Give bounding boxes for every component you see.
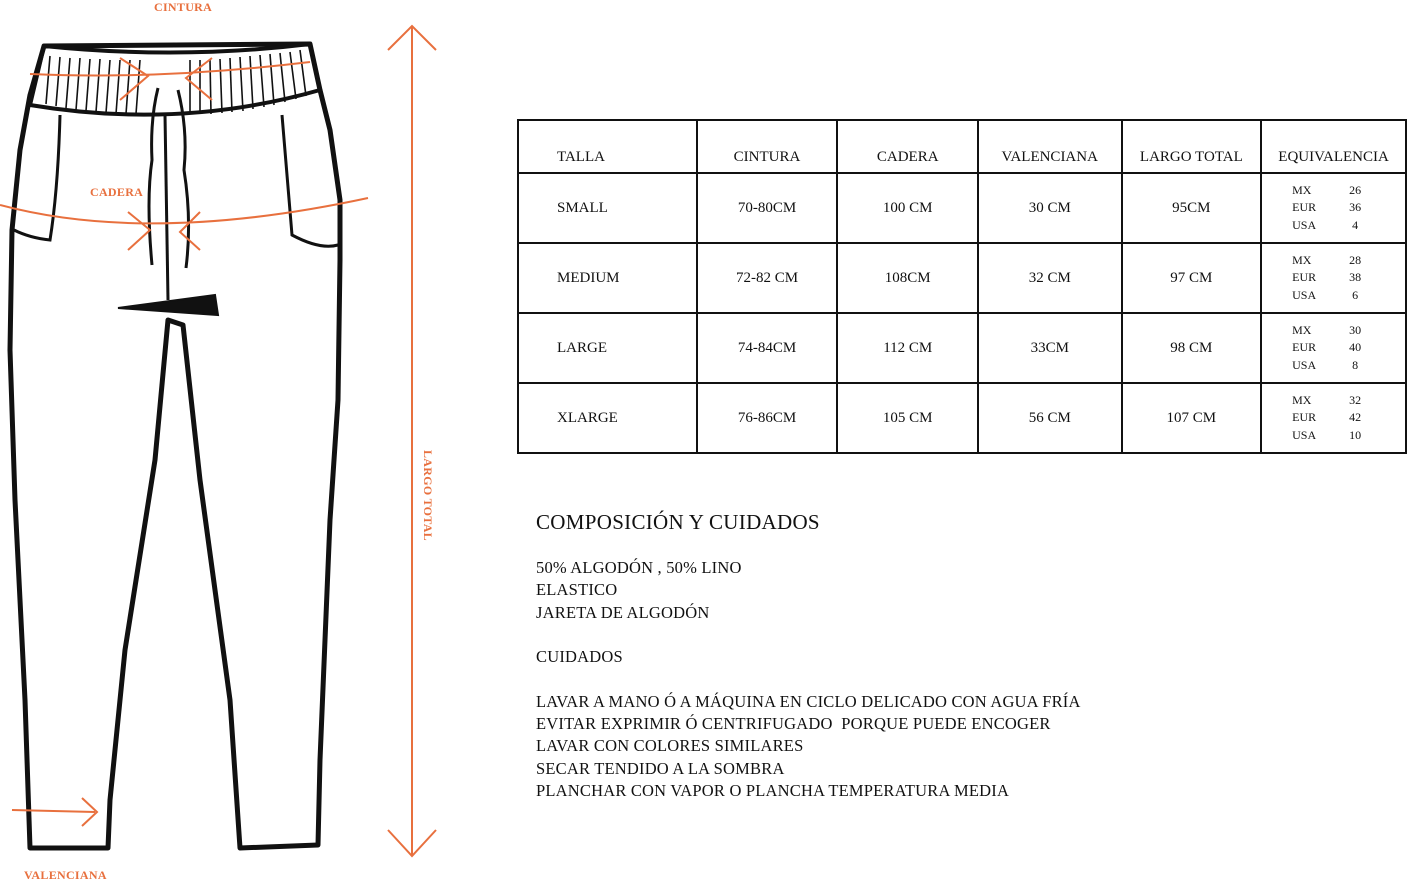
pants-outline [10, 44, 340, 848]
care-line: LAVAR CON COLORES SIMILARES [536, 736, 804, 756]
care-line: PLANCHAR CON VAPOR O PLANCHA TEMPERATURA MEDIA [536, 780, 1010, 800]
talla-cell: LARGE [518, 313, 697, 383]
equiv-value: 40 [1349, 340, 1362, 355]
composition-title: COMPOSICIÓN Y CUIDADOS [536, 510, 820, 534]
valenciana-cell: 30 CM [978, 173, 1122, 243]
equiv-value: 26 [1349, 182, 1362, 197]
material-line: ELASTICO [536, 580, 618, 600]
equiv-key: EUR [1292, 270, 1317, 285]
equiv-value: 42 [1349, 410, 1362, 425]
care-line: LAVAR A MANO Ó A MÁQUINA EN CICLO DELICADO CON AGUA FRÍA [536, 691, 1081, 711]
equiv-value: 10 [1349, 427, 1362, 442]
largo-cell: 95CM [1122, 173, 1262, 243]
largo-cell: 97 CM [1122, 243, 1262, 313]
header-equivalencia: EQUIVALENCIA [1261, 120, 1406, 173]
equiv-value: 6 [1352, 287, 1359, 302]
equiv-key: USA [1292, 427, 1317, 442]
cadera-cell: 108CM [837, 243, 977, 313]
care-line: EVITAR EXPRIMIR Ó CENTRIFUGADO PORQUE PUEDE ENCOGER [536, 714, 1051, 734]
size-table [517, 119, 1407, 454]
header-talla: TALLA [518, 120, 697, 173]
talla-cell: SMALL [518, 173, 697, 243]
talla-cell: MEDIUM [518, 243, 697, 313]
equiv-value: 38 [1349, 270, 1362, 285]
equiv-key: MX [1292, 182, 1312, 197]
equiv-value: 30 [1349, 322, 1362, 337]
largo-cell: 98 CM [1122, 313, 1262, 383]
cadera-cell: 100 CM [837, 173, 977, 243]
equivalencia-cell [1261, 313, 1406, 383]
composition-section [536, 510, 1081, 802]
cadera-cell: 105 CM [837, 383, 977, 453]
table-row [518, 383, 1406, 453]
equiv-value: 36 [1349, 200, 1362, 215]
table-row [518, 243, 1406, 313]
valenciana-cell: 33CM [978, 313, 1122, 383]
header-largo-total: LARGO TOTAL [1122, 120, 1262, 173]
equivalencia-cell [1261, 243, 1406, 313]
equivalencia-cell [1261, 383, 1406, 453]
equiv-key: USA [1292, 357, 1317, 372]
cadera-label: CADERA [90, 185, 144, 199]
cintura-line [30, 62, 310, 76]
equiv-value: 32 [1349, 392, 1362, 407]
table-header-row [518, 120, 1406, 173]
largo-total-label: LARGO TOTAL [421, 450, 435, 541]
equiv-key: USA [1292, 287, 1317, 302]
pants-drawing [0, 0, 450, 886]
cintura-cell: 74-84CM [697, 313, 838, 383]
equiv-key: EUR [1292, 340, 1317, 355]
measurement-marks [0, 26, 436, 856]
cintura-cell: 76-86CM [697, 383, 838, 453]
equiv-key: EUR [1292, 200, 1317, 215]
cintura-cell: 72-82 CM [697, 243, 838, 313]
waistband [30, 44, 320, 115]
valenciana-label: VALENCIANA [24, 868, 107, 882]
largo-cell: 107 CM [1122, 383, 1262, 453]
table-row [518, 313, 1406, 383]
valenciana-cell: 56 CM [978, 383, 1122, 453]
equiv-key: MX [1292, 392, 1312, 407]
equiv-value: 8 [1352, 357, 1359, 372]
pants-illustration [0, 0, 450, 886]
equiv-key: USA [1292, 217, 1317, 232]
valenciana-cell: 32 CM [978, 243, 1122, 313]
table-row [518, 173, 1406, 243]
cadera-cell: 112 CM [837, 313, 977, 383]
valenciana-line [12, 810, 95, 812]
equivalencia-cell [1261, 173, 1406, 243]
header-valenciana: VALENCIANA [978, 120, 1122, 173]
cintura-arrow-left [120, 58, 148, 100]
care-title: CUIDADOS [536, 647, 623, 667]
fly-seam [165, 115, 168, 300]
equiv-key: MX [1292, 252, 1312, 267]
cadera-arrow-left [128, 212, 150, 250]
cintura-cell: 70-80CM [697, 173, 838, 243]
material-line: JARETA DE ALGODÓN [536, 602, 710, 622]
header-cintura: CINTURA [697, 120, 838, 173]
cintura-label: CINTURA [154, 0, 213, 14]
talla-cell: XLARGE [518, 383, 697, 453]
equiv-value: 4 [1352, 217, 1359, 232]
equiv-key: EUR [1292, 410, 1317, 425]
header-cadera: CADERA [837, 120, 977, 173]
equiv-value: 28 [1349, 252, 1362, 267]
care-line: SECAR TENDIDO A LA SOMBRA [536, 758, 785, 778]
equiv-key: MX [1292, 322, 1312, 337]
drawstring-right [178, 90, 189, 268]
material-line: 50% ALGODÓN , 50% LINO [536, 558, 742, 577]
